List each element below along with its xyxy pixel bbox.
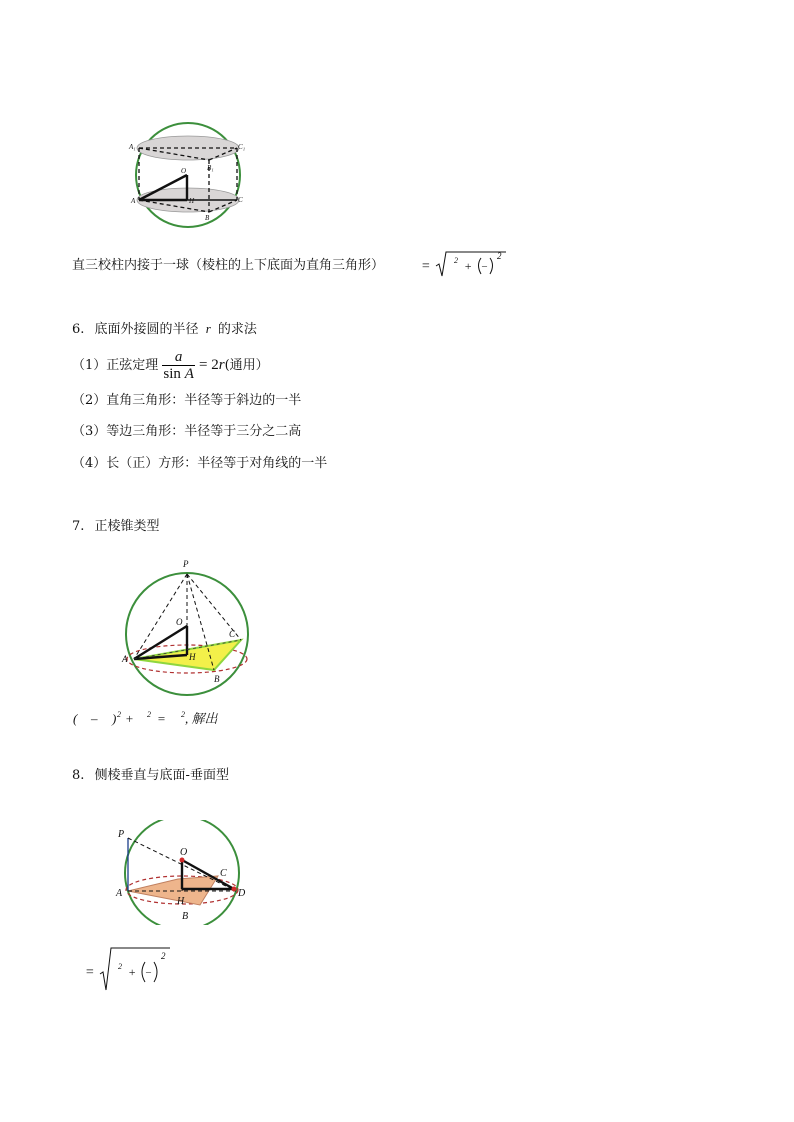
label-c: C xyxy=(229,629,236,639)
sine-law-fraction xyxy=(162,349,194,383)
paren-close: ) xyxy=(112,711,117,726)
section6-item1 xyxy=(72,348,269,383)
label-d: D xyxy=(238,888,246,899)
prism-description: 直三校柱内接于一球（棱柱的上下底面为直角三角形） xyxy=(72,258,385,273)
item1-rhs-var: r xyxy=(218,357,225,373)
section6-item2: （2）直角三角形：半径等于斜边的一半 xyxy=(72,393,302,408)
formula-eq: = xyxy=(85,965,95,980)
section6-num: 6. xyxy=(72,322,85,337)
paren-right xyxy=(490,258,493,274)
label-a: A xyxy=(122,654,128,664)
formula-sphere-radius-1 xyxy=(420,248,510,278)
figure-perpendicular-edge xyxy=(112,820,257,925)
section8-heading xyxy=(72,768,229,784)
section7-num: 7. xyxy=(72,519,85,534)
paren-left xyxy=(142,962,145,982)
sup-1: 2 xyxy=(117,710,121,719)
section6-var: r xyxy=(205,321,211,336)
section6-title-a: 底面外接圆的半径 xyxy=(94,322,199,337)
formula-dash: – xyxy=(146,967,151,978)
label-o: O xyxy=(180,847,188,858)
paren-left xyxy=(479,258,482,274)
label-c: C xyxy=(238,196,243,204)
label-p: P xyxy=(183,559,189,569)
formula-plus: + xyxy=(464,259,473,273)
item1-rhs: = 2 xyxy=(199,357,219,373)
label-b: B xyxy=(205,214,210,222)
label-h: H xyxy=(189,197,195,205)
label-o: O xyxy=(176,617,183,627)
formula-outer-sup: 2 xyxy=(497,251,502,261)
paren-open: ( xyxy=(73,711,78,726)
section8-title: 侧棱垂直与底面-垂面型 xyxy=(94,768,229,783)
formula-sup: 2 xyxy=(118,962,122,971)
section7-heading xyxy=(72,519,160,535)
sup-3: 2 xyxy=(181,710,185,719)
paren-right xyxy=(154,962,157,982)
formula-dash: – xyxy=(482,261,487,272)
section6-item3: （3）等边三角形：半径等于三分之二高 xyxy=(72,424,302,439)
solve-text: , 解出 xyxy=(185,711,218,726)
label-h: H xyxy=(189,652,196,662)
label-b: B xyxy=(214,674,220,684)
label-c: C xyxy=(220,868,227,879)
plus: + xyxy=(125,711,134,726)
section7-title: 正棱锥类型 xyxy=(94,519,160,534)
section6-item4: （4）长（正）方形：半径等于对角线的一半 xyxy=(72,456,328,471)
label-b1: B₁ xyxy=(207,164,214,172)
fraction-numerator: a xyxy=(174,348,183,365)
formula-pyramid xyxy=(72,706,252,728)
label-a1: A₁ xyxy=(129,143,136,151)
formula-outer-sup: 2 xyxy=(161,951,166,961)
point-d xyxy=(232,887,237,892)
label-b: B xyxy=(182,911,189,922)
item1-prefix: （1）正弦定理 xyxy=(72,358,159,373)
label-p: P xyxy=(118,829,125,840)
figure-regular-pyramid xyxy=(118,558,258,700)
label-c1: C₁ xyxy=(238,143,246,151)
section6-title-b: 的求法 xyxy=(217,322,257,337)
formula-sphere-radius-2 xyxy=(84,944,174,992)
label-h: H xyxy=(177,896,185,907)
item1-suffix: (通用） xyxy=(224,358,269,373)
formula-eq: = xyxy=(421,259,431,274)
equals: = xyxy=(157,711,166,726)
formula-plus: + xyxy=(128,965,137,979)
point-o xyxy=(180,858,185,863)
figure-prism-in-sphere xyxy=(125,120,265,230)
fraction-denominator: sin A xyxy=(163,365,194,382)
formula-sup: 2 xyxy=(454,256,458,265)
label-o: O xyxy=(181,167,187,175)
minus: – xyxy=(91,711,98,726)
sup-2: 2 xyxy=(147,710,151,719)
section6-heading xyxy=(72,321,257,338)
label-a: A xyxy=(116,888,123,899)
section8-num: 8. xyxy=(72,768,85,783)
label-a: A xyxy=(131,197,136,205)
